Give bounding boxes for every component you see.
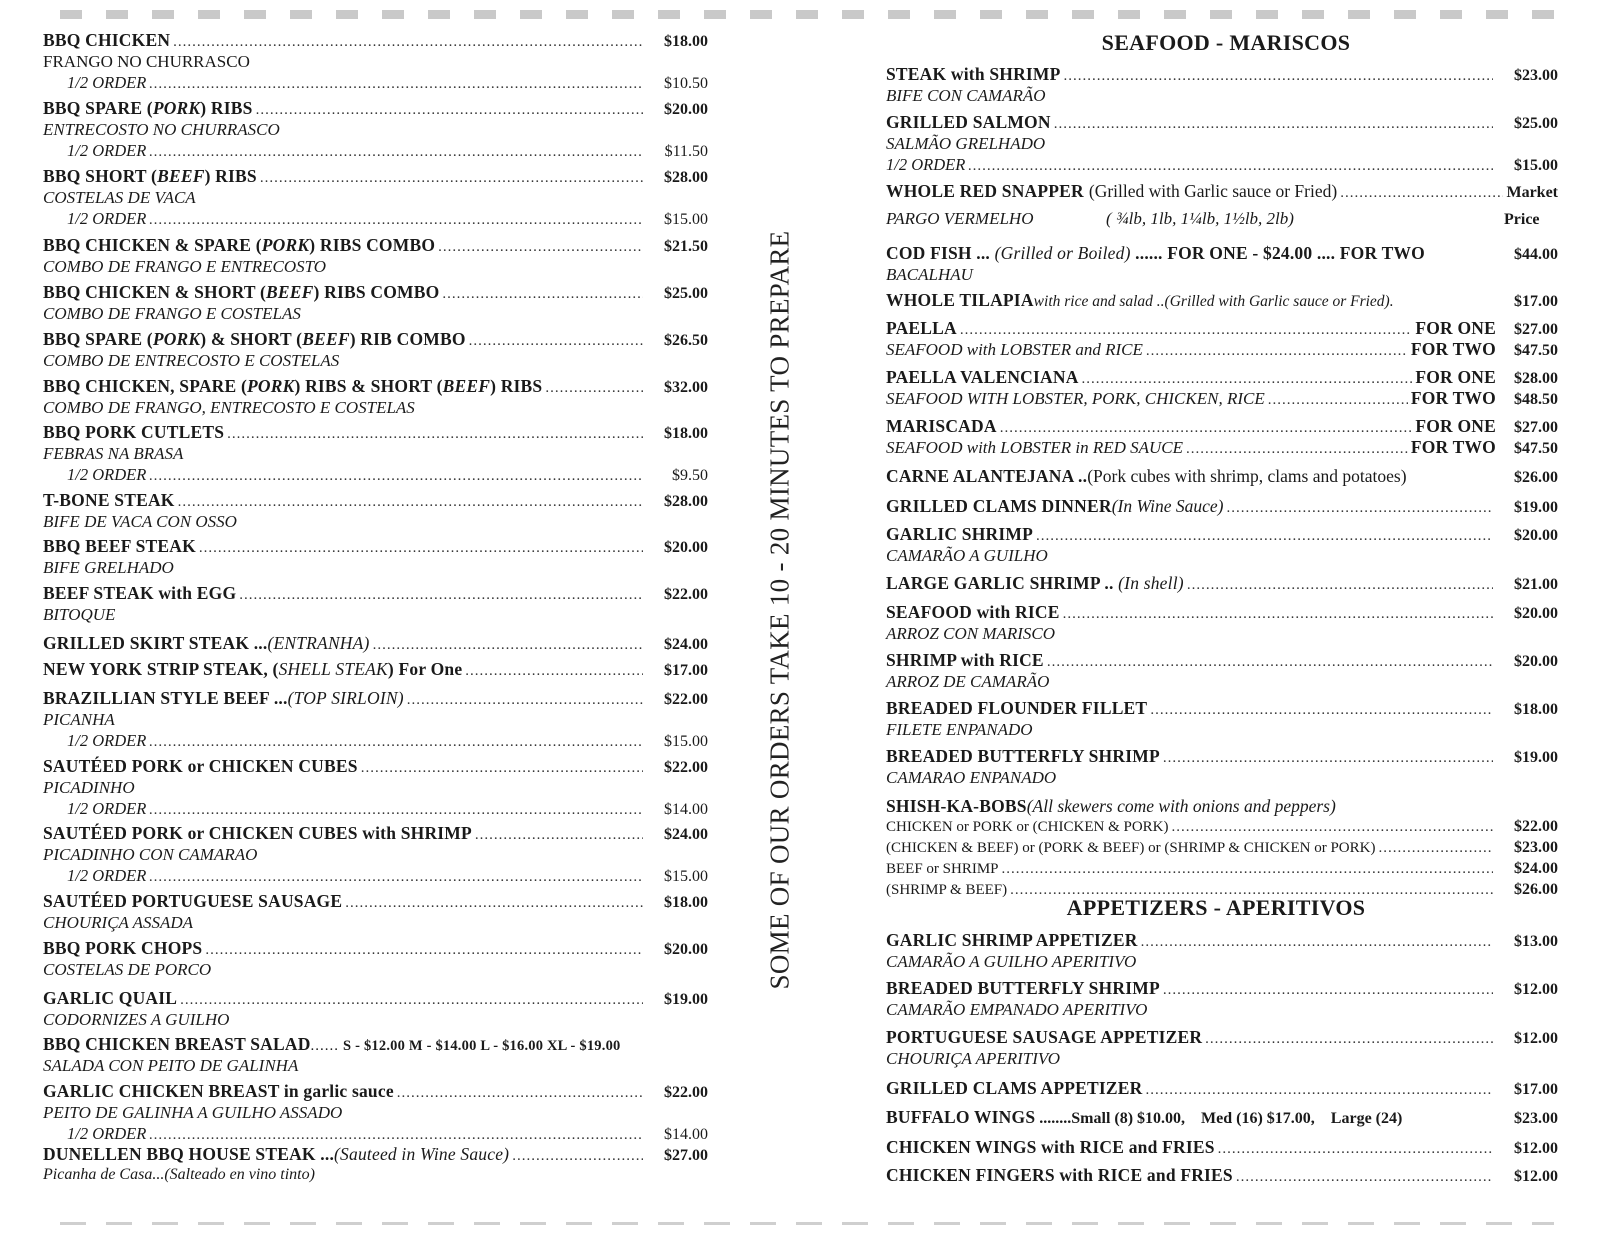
- menu-item-chicken-spare-short: BBQ CHICKEN, SPARE (PORK) RIBS & SHORT (BEEF) RIBS ..... $32.00 COMBO DE FRANGO, ENTRECOSTO E COSTELAS: [43, 376, 708, 419]
- menu-item-carne-alantejana: CARNE ALANTEJANA .. (Pork cubes with shrimp, clams and potatoes) $26.00: [886, 466, 1558, 486]
- menu-item-spare-short-combo: BBQ SPARE (PORK) & SHORT (BEEF) RIB COMBO ..... $26.50 COMBO DE ENTRECOSTO E COSTELAS: [43, 329, 708, 372]
- menu-item-chicken-salad: BBQ CHICKEN BREAST SALAD ...... S - $12.00 M - $14.00 L - $16.00 XL - $19.00 SALADA CON PEITO DE GALINHA: [43, 1034, 621, 1075]
- menu-item-skirt-steak: GRILLED SKIRT STEAK ...(ENTRANHA) ..... $24.00: [43, 633, 708, 655]
- menu-item-cod-fish: COD FISH ... (Grilled or Boiled) ...... FOR ONE - $24.00 .... FOR TWO $44.00 BACALHAU: [886, 243, 1558, 284]
- menu-item-clams-appetizer: GRILLED CLAMS APPETIZER ..... $17.00: [886, 1078, 1558, 1100]
- menu-item-tbone: T-BONE STEAK ..... $28.00 BIFE DE VACA CON OSSO: [43, 490, 708, 533]
- menu-item-short-ribs: BBQ SHORT (BEEF) RIBS ..... $28.00 COSTELAS DE VACA 1/2 ORDER ..... $15.00: [43, 166, 708, 231]
- menu-item-sausage-appetizer: PORTUGUESE SAUSAGE APPETIZER ..... $12.00 CHOURIÇA APERITIVO: [886, 1027, 1558, 1070]
- menu-item-sausage: SAUTÉED PORTUGUESE SAUSAGE ..... $18.00 CHOURIÇA ASSADA: [43, 891, 708, 934]
- menu-item-clams-dinner: GRILLED CLAMS DINNER (In Wine Sauce) ..... $19.00: [886, 496, 1558, 518]
- menu-item-spare-ribs: BBQ SPARE (PORK) RIBS ..... $20.00 ENTRECOSTO NO CHURRASCO 1/2 ORDER ..... $11.50: [43, 98, 708, 163]
- menu-item-chicken-short-combo: BBQ CHICKEN & SHORT (BEEF) RIBS COMBO ..... $25.00 COMBO DE FRANGO E COSTELAS: [43, 282, 708, 325]
- menu-item-chicken-fingers: CHICKEN FINGERS with RICE and FRIES ..... $12.00: [886, 1165, 1558, 1187]
- menu-item-shish-ka-bobs: SHISH-KA-BOBS (All skewers come with onions and peppers) CHICKEN or PORK or (CHICKEN & PORK) ..... $22.00 (CHICKEN & BEEF) or (PORK & BEEF) or (SHRIMP & CHICKEN or PORK) ..... $23.00 BEEF or SHRIMP ..... $24.00 (SHRIMP & BEEF) ..... $26.00: [886, 796, 1558, 902]
- menu-item-butterfly-appetizer: BREADED BUTTERFLY SHRIMP ..... $12.00 CAMARÃO EMPANADO APERITIVO: [886, 978, 1558, 1021]
- seafood-heading: SEAFOOD - MARISCOS: [1101, 30, 1351, 55]
- menu-item-bbq-chicken: BBQ CHICKEN ..... $18.00 FRANGO NO CHURRASCO 1/2 ORDER ..... $10.50: [43, 30, 708, 95]
- menu-item-shrimp-rice: SHRIMP with RICE ..... $20.00 ARROZ DE CAMARÃO: [886, 650, 1558, 693]
- menu-item-ny-strip: NEW YORK STRIP STEAK, (SHELL STEAK) For One ..... $17.00: [43, 659, 708, 681]
- menu-item-steak-egg: BEEF STEAK with EGG ..... $22.00 BITOQUE: [43, 583, 708, 626]
- menu-item-grilled-salmon: GRILLED SALMON ..... $25.00 SALMÃO GRELHADO 1/2 ORDER ..... $15.00: [886, 112, 1558, 177]
- menu-item-paella: PAELLA ..... FOR ONE $27.00 SEAFOOD with LOBSTER and RICE ..... FOR TWO $47.50: [886, 318, 1558, 360]
- menu-item-sauteed-shrimp: SAUTÉED PORK or CHICKEN CUBES with SHRIMP ..... $24.00 PICADINHO CON CAMARAO 1/2 ORDER ..... $15.00: [43, 823, 708, 888]
- menu-item-paella-valenciana: PAELLA VALENCIANA ..... FOR ONE $28.00 SEAFOOD WITH LOBSTER, PORK, CHICKEN, RICE ..... FOR TWO $48.50: [886, 367, 1558, 409]
- top-perforation: [60, 10, 1554, 19]
- menu-item-whole-tilapia: WHOLE TILAPIA with rice and salad ..(Grilled with Garlic sauce or Fried). $17.00: [886, 290, 1558, 310]
- menu-item-flounder: BREADED FLOUNDER FILLET ..... $18.00 FILETE ENPANADO: [886, 698, 1558, 741]
- prep-time-note: SOME OF OUR ORDERS TAKE 10 - 20 MINUTES TO PREPARE: [764, 230, 795, 990]
- menu-item-beef-steak: BBQ BEEF STEAK ..... $20.00 BIFE GRELHADO: [43, 536, 708, 579]
- menu-item-buffalo-wings: BUFFALO WINGS ........Small (8) $10.00, Med (16) $17.00, Large (24) $23.00: [886, 1107, 1558, 1127]
- menu-item-pork-chops: BBQ PORK CHOPS ..... $20.00 COSTELAS DE PORCO: [43, 938, 708, 981]
- menu-item-house-steak: DUNELLEN BBQ HOUSE STEAK ...(Sauteed in Wine Sauce) ..... $27.00 Picanha de Casa...(Salteado en vino tinto): [43, 1144, 708, 1187]
- kabob-option: (CHICKEN & BEEF) or (PORK & BEEF) or (SHRIMP & CHICKEN or PORK) ..... $23.00: [886, 839, 1558, 860]
- menu-item-mariscada: MARISCADA ..... FOR ONE $27.00 SEAFOOD with LOBSTER in RED SAUCE ..... FOR TWO $47.50: [886, 416, 1558, 458]
- menu-item-garlic-quail: GARLIC QUAIL ..... $19.00 CODORNIZES A GUILHO: [43, 988, 708, 1031]
- menu-item-seafood-rice: SEAFOOD with RICE ..... $20.00 ARROZ CON MARISCO: [886, 602, 1558, 645]
- kabob-option: CHICKEN or PORK or (CHICKEN & PORK) ..... $22.00: [886, 818, 1558, 839]
- menu-item-large-garlic-shrimp: LARGE GARLIC SHRIMP .. (In shell) ..... $21.00: [886, 573, 1558, 595]
- menu-item-brazilian-beef: BRAZILLIAN STYLE BEEF ...(TOP SIRLOIN) ..... $22.00 PICANHA 1/2 ORDER ..... $15.00: [43, 688, 708, 753]
- menu-item-chicken-spare-combo: BBQ CHICKEN & SPARE (PORK) RIBS COMBO ..... $21.50 COMBO DE FRANGO E ENTRECOSTO: [43, 235, 708, 278]
- menu-item-pork-cutlets: BBQ PORK CUTLETS ..... $18.00 FEBRAS NA BRASA 1/2 ORDER ..... $9.50: [43, 422, 708, 487]
- menu-item-garlic-shrimp-appetizer: GARLIC SHRIMP APPETIZER ..... $13.00 CAMARÃO A GUILHO APERITIVO: [886, 930, 1558, 973]
- menu-item-red-snapper: WHOLE RED SNAPPER (Grilled with Garlic sauce or Fried) ..... Market PARGO VERMELHO ( ¾lb, 1lb, 1¼lb, 1½lb, 2lb) Price: [886, 181, 1558, 235]
- bottom-perforation: [60, 1222, 1554, 1225]
- kabob-option: BEEF or SHRIMP ..... $24.00: [886, 860, 1558, 881]
- menu-item-garlic-shrimp: GARLIC SHRIMP ..... $20.00 CAMARÃO A GUILHO: [886, 524, 1558, 567]
- menu-item-garlic-chicken-breast: GARLIC CHICKEN BREAST in garlic sauce ..... $22.00 PEITO DE GALINHA A GUILHO ASSADO 1/2 ORDER ..... $14.00: [43, 1081, 708, 1142]
- menu-item-sauteed-cubes: SAUTÉED PORK or CHICKEN CUBES ..... $22.00 PICADINHO 1/2 ORDER ..... $14.00: [43, 756, 708, 821]
- menu-item-butterfly-shrimp: BREADED BUTTERFLY SHRIMP ..... $19.00 CAMARAO ENPANADO: [886, 746, 1558, 789]
- menu-item-chicken-wings-rice: CHICKEN WINGS with RICE and FRIES ..... $12.00: [886, 1137, 1558, 1159]
- kabob-option: (SHRIMP & BEEF) ..... $26.00: [886, 881, 1558, 902]
- appetizers-heading: APPETIZERS - APERITIVOS: [1066, 895, 1366, 920]
- menu-item-steak-shrimp: STEAK with SHRIMP ..... $23.00 BIFE CON CAMARÃO: [886, 64, 1558, 107]
